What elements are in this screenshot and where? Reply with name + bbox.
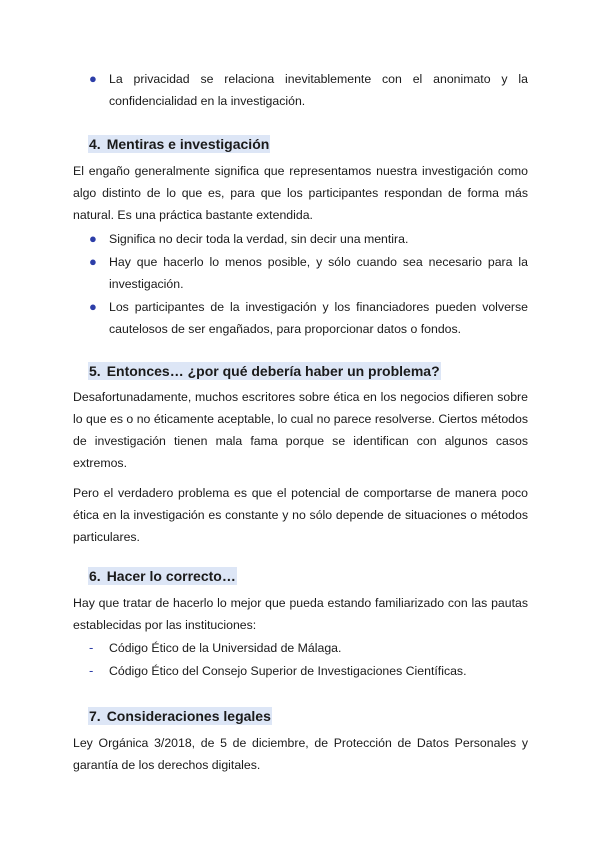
bullet-icon: ● — [89, 71, 97, 86]
section-heading-6: 6. Hacer lo correcto… — [89, 568, 236, 584]
list-item: ● Los participantes de la investigación y los financiadores pueden volverse cautelosos de ser engañados, para proporcionar datos o fondos. — [73, 296, 528, 340]
bullet-icon: ● — [89, 254, 97, 269]
section-heading-4: 4. Mentiras e investigación — [89, 136, 270, 152]
section-5-body — [73, 386, 528, 548]
dash-marker: - — [89, 640, 94, 655]
dash-marker: - — [89, 663, 94, 678]
section-heading-7: 7. Consideraciones legales — [89, 708, 271, 724]
section-7-body — [73, 732, 528, 776]
section-4-body — [73, 160, 528, 341]
list-item: ● La privacidad se relaciona inevitablemente con el anonimato y la confidencialidad en la investigación. — [73, 68, 528, 112]
paragraph: Desafortunadamente, muchos escritores sobre ética en los negocios difieren sobre lo que es o no éticamente aceptable, lo cual no parece resolverse. Ciertos métodos de investigación tienen mala fama porque se identifican con algunos casos extremos. — [73, 390, 528, 470]
list-item: ● Hay que hacerlo lo menos posible, y sólo cuando sea necesario para la investigación. — [73, 251, 528, 295]
paragraph: Hay que tratar de hacerlo lo mejor que pueda estando familiarizado con las pautas establecidas por las instituciones: — [73, 596, 528, 632]
section-heading-5: 5. Entonces… ¿por qué debería haber un problema? — [89, 363, 440, 379]
list-item: ● Significa no decir toda la verdad, sin decir una mentira. — [73, 228, 528, 250]
bullet-icon: ● — [89, 299, 97, 314]
intro-bullet-list — [73, 68, 528, 113]
list-item: - Código Ético de la Universidad de Málaga. — [73, 637, 528, 659]
list-item: - Código Ético del Consejo Superior de Investigaciones Científicas. — [73, 660, 528, 682]
paragraph: Pero el verdadero problema es que el potencial de comportarse de manera poco ética en la investigación es constante y no sólo depende de situaciones o métodos particulares. — [73, 486, 528, 544]
bullet-icon: ● — [89, 231, 97, 246]
paragraph: El engaño generalmente significa que representamos nuestra investigación como algo distinto de lo que es, para que los participantes respondan de forma más natural. Es una práctica bastante extendida. — [73, 164, 528, 222]
paragraph: Ley Orgánica 3/2018, de 5 de diciembre, de Protección de Datos Personales y garantía de los derechos digitales. — [73, 736, 528, 772]
section-6-body — [73, 592, 528, 683]
